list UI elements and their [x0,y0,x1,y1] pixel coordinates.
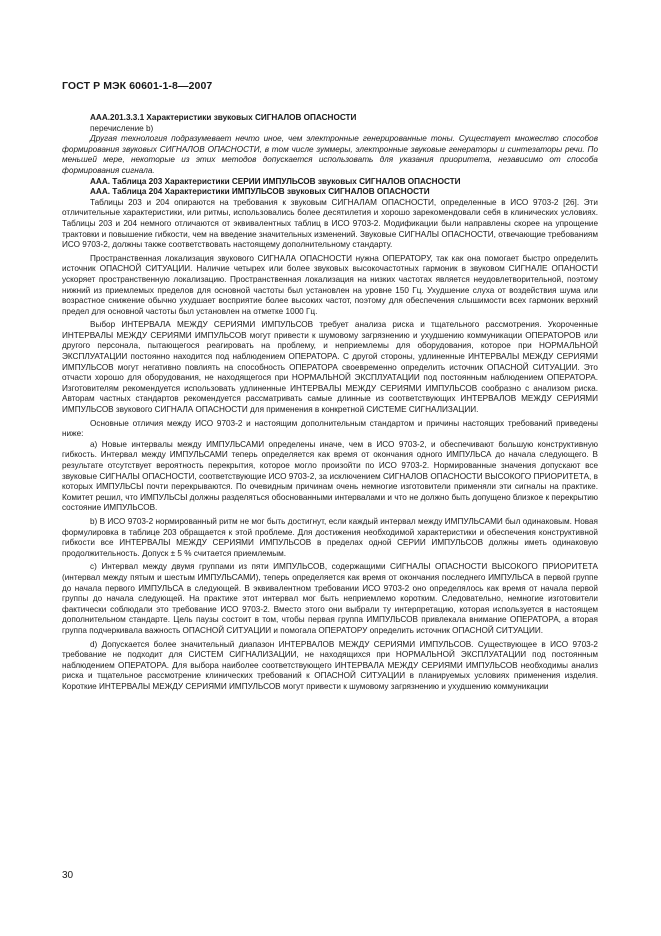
paragraph: Другая технология подразумевает нечто иное, чем электронные генерированные тоны. Существует множество способов формирования звуковых СИГНАЛОВ ОПАСНОСТИ, в том числе зуммеры, электронные звуковые генераторы и синтезаторы речи. По меньшей мере, некоторые из этих методов допускается использовать для указания приоритета, независимо от способа формирования сигнала. [62,134,598,175]
standard-header: ГОСТ Р МЭК 60601-1-8—2007 [62,80,213,92]
document-body [62,113,598,692]
paragraph: перечисление b) [90,123,154,133]
paragraph: Основные отличия между ИСО 9703-2 и настоящим дополнительным стандартом и причины настоящих требований приведены ниже: [62,418,598,439]
paragraph: Пространственная локализация звукового СИГНАЛА ОПАСНОСТИ нужна ОПЕРАТОРУ, так как она помогает быстро определить источник ОПАСНОЙ СИТУАЦИИ. Наличие четырех или более звуковых высокочастотных гармоник в звуковом СИГНАЛЕ ОПАНОСТИ ускоряет пространственную локализацию. Пространственная локализация на низких частотах является неудовлетворительной, поэтому нижний из приемлемых пределов для основной частоты был установлен на уровне 150 Гц. Ухудшение слуха от воздействия шума или возрастное снижение обычно ухудшает восприятие более высоких частот, поэтому для обеспечения слышимости всех гармоник верхний предел для основной частоты был установлен на отметке 1000 Гц. [62,253,598,316]
paragraph: AAA. Таблица 204 Характеристики ИМПУЛЬСОВ звуковых СИГНАЛОВ ОПАСНОСТИ [90,187,430,197]
paragraph: AAA.201.3.3.1 Характеристики звуковых СИГНАЛОВ ОПАСНОСТИ [90,113,357,122]
paragraph: Таблицы 203 и 204 опираются на требования к звуковым СИГНАЛАМ ОПАСНОСТИ, определенные в ИСО 9703-2 [26]. Эти отличительные характеристики, или ритмы, использовались более десятилетия и хорошо зарекомендовали себя в клинических условиях. Таблицы 203 и 204 немного отличаются от эквивалентных таблиц в ИСО 9703-2. Модификации были направлены скорее на упрощение трактовки и повышение гибкости, чем на введение значительных изменений. Звуковые СИГНАЛЫ ОПАСНОСТИ, отвечающие требованиям ИСО 9703-2, должны также соответствовать настоящему дополнительному стандарту. [62,197,598,250]
paragraph: AAA. Таблица 203 Характеристики СЕРИИ ИМПУЛЬСОВ звуковых СИГНАЛОВ ОПАСНОСТИ [90,176,461,186]
paragraph: c) Интервал между двумя группами из пяти ИМПУЛЬСОВ, содержащими СИГНАЛЫ ОПАСНОСТИ ВЫСОКОГО ПРИОРИТЕТА (интервал между пятым и шестым ИМПУЛЬСАМИ), теперь определяется как время от окончания последнего ИМПУЛЬСА в первой группе до начала первого ИМПУЛЬСА в следующей. В эквивалентном требовании ИСО 9703-2 оно определялось как время от начала первой группы до начала следующей. На практике этот интервал мог быть неприемлемо коротким. Следовательно, немногие изготовители фактически соблюдали это требование ИСО 9703-2. Вместо этого они выбрали ту интерпретацию, которая используется в настоящем дополнительном стандарте. Цель паузы состоит в том, чтобы первая группа ИМПУЛЬСОВ привлекала внимание ОПЕРАТОРА, а вторая группа подчеркивала важность ОПАСНОЙ СИТУАЦИИ и помогала ОПЕРАТОРУ определить источник ОПАСНОЙ СИТУАЦИИ. [62,562,598,635]
paragraph: Выбор ИНТЕРВАЛА МЕЖДУ СЕРИЯМИ ИМПУЛЬСОВ требует анализа риска и тщательного рассмотрения. Укороченные ИНТЕРВАЛЫ МЕЖДУ СЕРИЯМИ ИМПУЛЬСОВ могут привести к шумовому загрязнению и ухудшению коммуникации ОПЕРАТОРОВ или другого персонала, пытающегося реагировать на проблему, и неприемлемы для оборудования, которое при НОРМАЛЬНОЙ ЭКСПЛУАТАЦИИ постоянно находится под наблюдением ОПЕРАТОРА. С другой стороны, удлиненные ИНТЕРВАЛЫ МЕЖДУ СЕРИЯМИ ИМПУЛЬСОВ могут негативно повлиять на способность ОПЕРАТОРА своевременно определить источник ОПАСНОЙ СИТУАЦИИ. Это отчасти хорошо для оборудования, не находящегося при НОРМАЛЬНОЙ ЭКСПЛУАТАЦИИ под постоянным наблюдением ОПЕРАТОРА. Изготовителям рекомендуется использовать удлиненные ИНТЕРВАЛЫ МЕЖДУ СЕРИЯМИ ИМПУЛЬСОВ сообразно с анализом риска. Авторам частных стандартов рекомендуется рассматривать самые длинные из соответствующих ИНТЕРВАЛОВ МЕЖДУ СЕРИЯМИ ИМПУЛЬСОВ звукового СИГНАЛА ОПАСНОСТИ для применения в конкретной СИСТЕМЕ СИГНАЛИЗАЦИИ. [62,320,598,415]
paragraph: b) В ИСО 9703-2 нормированный ритм не мог быть достигнут, если каждый интервал между ИМПУЛЬСАМИ был одинаковым. Новая формулировка в таблице 203 обращается к этой проблеме. Для достижения необходимой характеристики и обеспечения конструктивной гибкости все ИНТЕРВАЛЫ МЕЖДУ СЕРИЯМИ ИМПУЛЬСОВ в пределах одной СЕРИИ ИМПУЛЬСОВ должны иметь одинаковую продолжительность. Допуск ± 5 % считается приемлемым. [62,516,598,558]
paragraph: d) Допускается более значительный диапазон ИНТЕРВАЛОВ МЕЖДУ СЕРИЯМИ ИМПУЛЬСОВ. Существующее в ИСО 9703-2 требование не подходит для СИСТЕМ СИГНАЛИЗАЦИИ, не находящихся при НОРМАЛЬНОЙ ЭКСПЛУАТАЦИИ под постоянным наблюдением ОПЕРАТОРА. Для выбора наиболее соответствующего ИНТЕРВАЛА МЕЖДУ СЕРИЯМИ ИМПУЛЬСОВ необходимы анализ риска и тщательное рассмотрение клинических требований к ОПАСНОЙ СИТУАЦИИ в планируемых условиях применения изделия. Короткие ИНТЕРВАЛЫ МЕЖДУ СЕРИЯМИ ИМПУЛЬСОВ могут привести к шумовому загрязнению и ухудшению коммуникации [62,639,598,691]
page-number: 30 [62,870,74,881]
paragraph: a) Новые интервалы между ИМПУЛЬСАМИ определены иначе, чем в ИСО 9703-2, и обеспечивают большую конструктивную гибкость. Интервал между ИМПУЛЬСАМИ теперь определяется как время от окончания одного ИМПУЛЬСА до начала следующего. В результате отсутствует вероятность перекрытия, которое могло произойти по ИСО 9703-2. Нормированные значения допускают все звуковые СИГНАЛЫ ОПАСНОСТИ, соответствующие ИСО 9703-2, за исключением СИГНАЛОВ ОПАСНОСТИ ВЫСОКОГО ПРИОРИТЕТА, в которых ИМПУЛЬСЫ почти перекрываются. По очевидным причинам очень немногие изготовители применяли эти сигналы на практике. Комитет решил, что ИМПУЛЬСЫ должны разделяться обоснованными интервалами и что не должно быть допущено близкое к перекрытию состояние ИМПУЛЬСОВ. [62,439,598,513]
